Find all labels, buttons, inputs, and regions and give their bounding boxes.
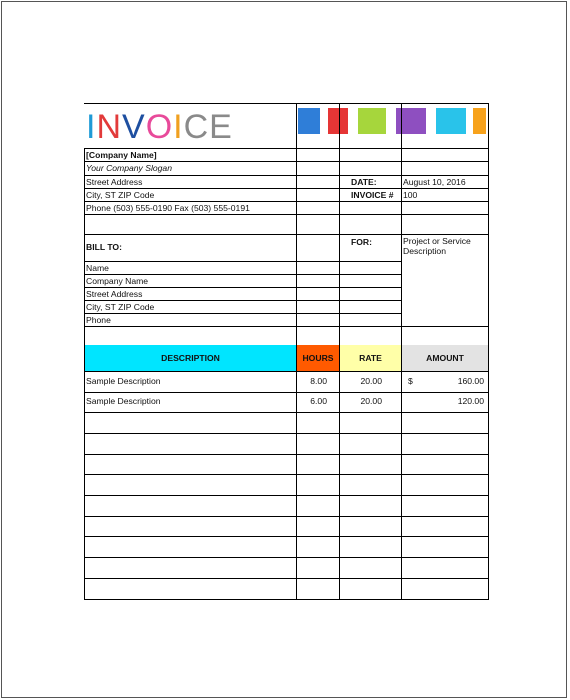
grid-line bbox=[84, 313, 401, 314]
swatch-red bbox=[328, 108, 348, 134]
swatch-orange bbox=[473, 108, 486, 134]
bill-to-company: Company Name bbox=[86, 276, 149, 286]
grid-line bbox=[84, 103, 489, 104]
bill-to-street: Street Address bbox=[86, 289, 143, 299]
grid-line bbox=[84, 261, 401, 262]
header-amount: AMOUNT bbox=[402, 345, 488, 371]
title-letter: I bbox=[86, 108, 97, 146]
row-1-currency: $ bbox=[408, 376, 413, 386]
row-1-hours: 8.00 bbox=[310, 376, 327, 386]
for-label: FOR: bbox=[351, 237, 373, 247]
title-letter: E bbox=[209, 108, 233, 146]
bill-to-label: BILL TO: bbox=[86, 242, 122, 252]
title-letter: V bbox=[122, 108, 146, 146]
invoice-title bbox=[86, 107, 233, 147]
grid-line bbox=[84, 599, 489, 600]
grid-line bbox=[84, 326, 489, 327]
row-2-hours: 6.00 bbox=[310, 396, 327, 406]
invoice-number-value: 100 bbox=[403, 190, 418, 200]
grid-line bbox=[84, 412, 489, 413]
bill-to-name: Name bbox=[86, 263, 109, 273]
company-city: City, ST ZIP Code bbox=[86, 190, 155, 200]
grid-line bbox=[84, 234, 489, 235]
row-1-amount: 160.00 bbox=[457, 376, 484, 386]
invoice-number-label: INVOICE # bbox=[351, 190, 394, 200]
for-value-line2: Description bbox=[403, 246, 446, 256]
grid-line bbox=[84, 578, 489, 579]
header-description: DESCRIPTION bbox=[85, 345, 296, 371]
swatch-blue bbox=[298, 108, 320, 134]
grid-line bbox=[84, 148, 85, 600]
grid-line bbox=[488, 103, 489, 600]
company-name: [Company Name] bbox=[86, 150, 157, 160]
company-street: Street Address bbox=[86, 177, 143, 187]
swatch-green bbox=[358, 108, 386, 134]
invoice-sheet bbox=[84, 103, 489, 600]
company-slogan: Your Company Slogan bbox=[86, 163, 172, 173]
title-letter: N bbox=[96, 108, 123, 146]
grid-line bbox=[84, 371, 489, 372]
grid-line bbox=[84, 536, 489, 537]
title-letter: C bbox=[183, 108, 210, 146]
row-2-description: Sample Description bbox=[86, 396, 161, 406]
grid-line bbox=[84, 214, 489, 215]
title-letter: I bbox=[173, 108, 184, 146]
bill-to-city: City, ST ZIP Code bbox=[86, 302, 155, 312]
for-value-line1: Project or Service bbox=[403, 236, 471, 246]
title-letter: O bbox=[145, 108, 174, 146]
row-2-amount: 120.00 bbox=[457, 396, 484, 406]
bill-to-phone: Phone bbox=[86, 315, 111, 325]
grid-line bbox=[84, 454, 489, 455]
header-hours: HOURS bbox=[297, 345, 339, 371]
company-phone: Phone (503) 555-0190 Fax (503) 555-0191 bbox=[86, 203, 250, 213]
header-rate: RATE bbox=[340, 345, 401, 371]
grid-line bbox=[84, 495, 489, 496]
grid-line bbox=[84, 433, 489, 434]
grid-line bbox=[84, 392, 489, 393]
swatch-cyan bbox=[436, 108, 466, 134]
row-2-rate: 20.00 bbox=[360, 396, 382, 406]
row-1-description: Sample Description bbox=[86, 376, 161, 386]
grid-line bbox=[84, 474, 489, 475]
row-1-rate: 20.00 bbox=[360, 376, 382, 386]
date-label: DATE: bbox=[351, 177, 377, 187]
grid-line bbox=[84, 557, 489, 558]
grid-line bbox=[84, 516, 489, 517]
date-value: August 10, 2016 bbox=[403, 177, 466, 187]
